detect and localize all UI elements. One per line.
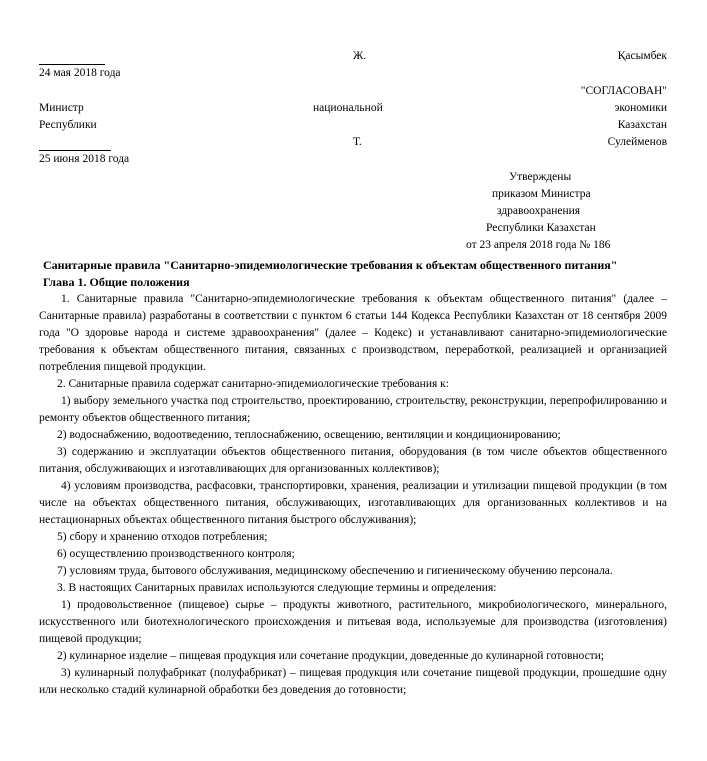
signature-1-date: 24 мая 2018 года xyxy=(39,67,121,79)
republic-word-2: Казахстан xyxy=(617,119,667,131)
list-item: 1) выбору земельного участка под строительство, проектированию, строительству, реконструкции, перепрофилированию и ремонту объектов общественного питания; xyxy=(39,395,667,424)
chapter-heading: Глава 1. Общие положения xyxy=(43,275,190,289)
republic-word-1: Республики xyxy=(39,119,97,131)
signature-2-name: Сулейменов xyxy=(607,136,667,148)
signature-line-1 xyxy=(39,64,105,65)
minister-word-1: Министр xyxy=(39,102,84,114)
paragraph: 3. В настоящих Санитарных правилах используются следующие термины и определения: xyxy=(57,582,497,594)
document-title: Санитарные правила "Санитарно-эпидемиологические требования к объектам общественного питания" xyxy=(43,258,618,272)
approval-line-1: Утверждены xyxy=(509,171,572,183)
minister-word-3: экономики xyxy=(614,102,667,114)
paragraph: 2. Санитарные правила содержат санитарно-эпидемиологические требования к: xyxy=(57,378,449,390)
approval-line-3: здравоохранения xyxy=(497,205,581,217)
list-item: 1) продовольственное (пищевое) сырье – продукты животного, растительного, микробиологического, минерального, искусственного или биотехнологического происхождения и питьевая вода, используемые для производства (изготовления) пищевой продукции; xyxy=(39,599,667,645)
list-item: 5) сбору и хранению отходов потребления; xyxy=(57,531,268,543)
signature-2-initial: Т. xyxy=(353,136,362,148)
list-item: 3) содержанию и эксплуатации объектов общественного питания, оборудования (в том числе объектов общественного питания, обслуживающих и изготавливающих для организованных коллективов); xyxy=(39,446,667,475)
approval-line-2: приказом Министра xyxy=(492,188,591,200)
signature-1-name: Қасымбек xyxy=(617,50,667,62)
signature-line-2 xyxy=(39,150,111,151)
agreed-stamp: "СОГЛАСОВАН" xyxy=(580,85,667,97)
list-item: 2) кулинарное изделие – пищевая продукция или сочетание продукции, доведенные до кулинарной готовности; xyxy=(57,650,605,662)
paragraph: 1. Санитарные правила "Санитарно-эпидемиологические требования к объектам общественного питания" (далее – Санитарные правила) разработаны в соответствии с пунктом 6 статьи 144 Кодекса Республики Казахстан от 18 сентября 2009 года "О здоровье народа и системе здравоохранения" (далее – Кодекс) и устанавливают санитарно-эпидемиологические требования к объектам общественного питания, связанных с производством, переработкой, реализацией и организацией потребления пищевой продукции. xyxy=(39,293,667,373)
signature-2-date: 25 июня 2018 года xyxy=(39,153,130,165)
document-body xyxy=(39,257,667,699)
list-item: 7) условиям труда, бытового обслуживания, медицинскому обеспечению и гигиеническому обучению персонала. xyxy=(57,565,613,577)
approval-line-4: Республики Казахстан xyxy=(486,222,596,234)
list-item: 4) условиям производства, расфасовки, транспортировки, хранения, реализации и утилизации пищевой продукции (в том числе на объектах общественного питания, обслуживающих, изготавливающих для организованных коллективов и на нестационарных объектах общественного питания быстрого обслуживания); xyxy=(39,480,667,526)
list-item: 6) осуществлению производственного контроля; xyxy=(57,548,295,560)
list-item: 2) водоснабжению, водоотведению, теплоснабжению, освещению, вентиляции и кондиционированию; xyxy=(57,429,561,441)
minister-word-2: национальной xyxy=(313,102,383,114)
signature-1-initial: Ж. xyxy=(353,50,367,62)
list-item: 3) кулинарный полуфабрикат (полуфабрикат) – пищевая продукция или сочетание пищевой продукции, прошедшие одну или несколько стадий кулинарной обработки без доведения до готовности; xyxy=(39,667,667,696)
approval-line-5: от 23 апреля 2018 года № 186 xyxy=(466,239,611,251)
